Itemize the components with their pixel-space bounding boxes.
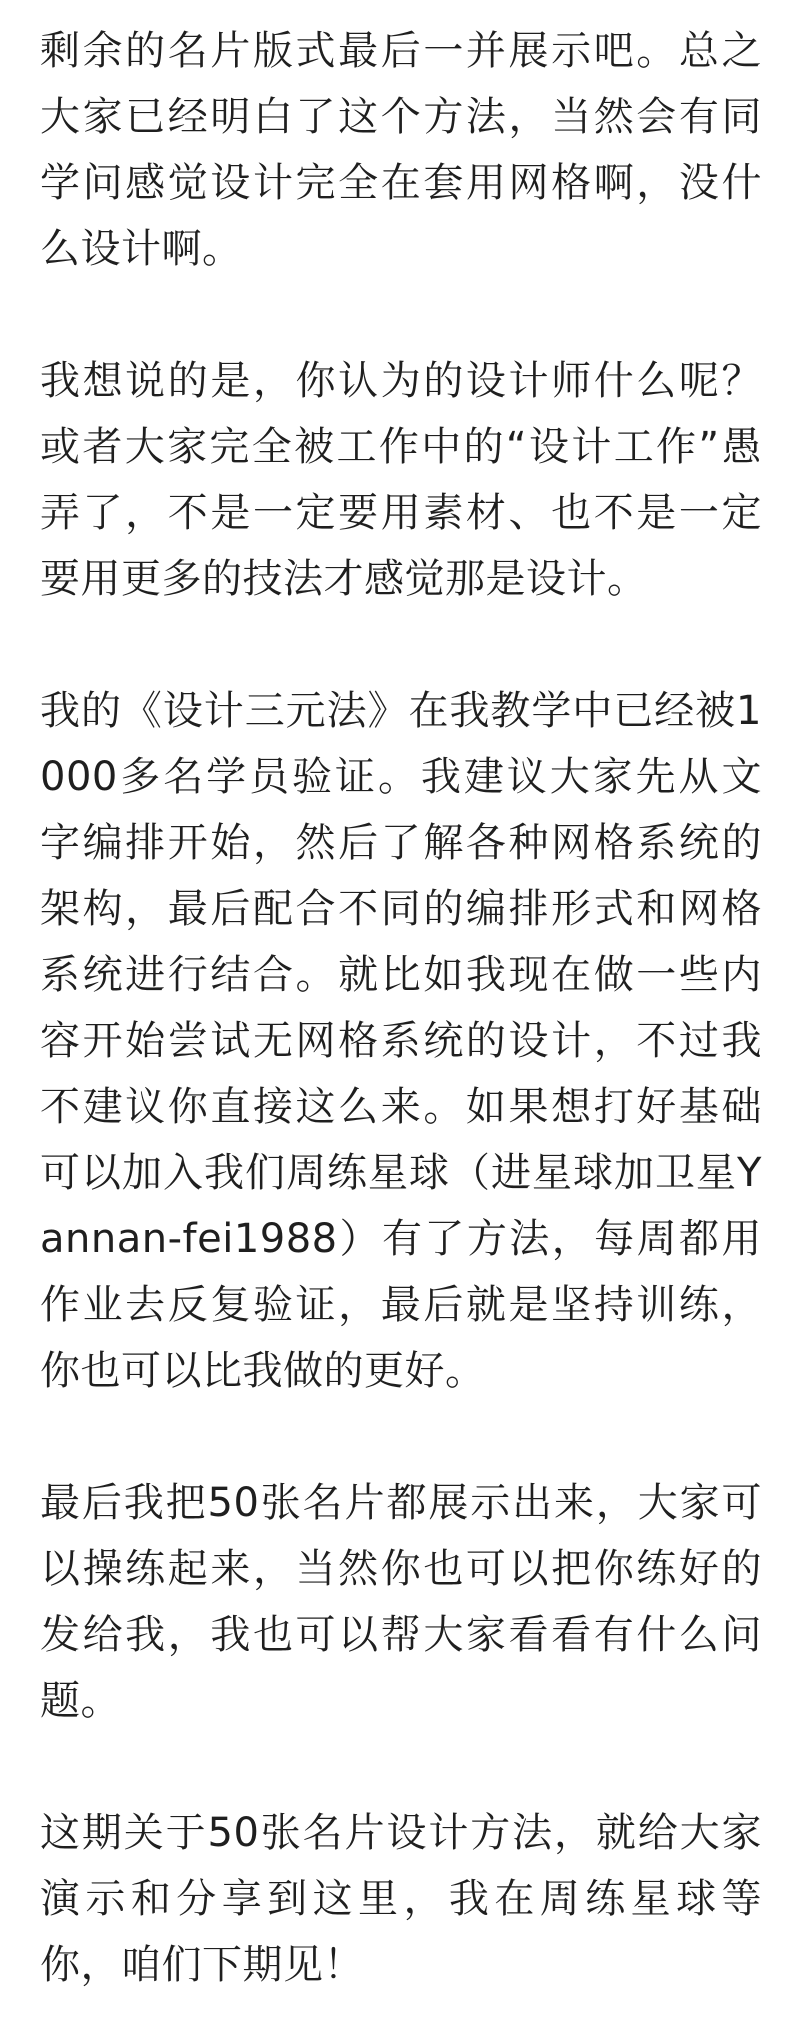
paragraph-closing: 这期关于50张名片设计方法，就给大家演示和分享到这里，我在周练星球等你，咱们下期见！: [40, 1810, 762, 1988]
article-body: [40, 18, 762, 1998]
paragraph-design-opinion: 我想说的是，你认为的设计师什么呢？或者大家完全被工作中的“设计工作”愚弄了，不是一定要用素材、也不是一定要用更多的技法才感觉那是设计。: [40, 358, 762, 602]
paragraph-showcase: 最后我把50张名片都展示出来，大家可以操练起来，当然你也可以把你练好的发给我，我也可以帮大家看看有什么问题。: [40, 1480, 762, 1724]
paragraph-method: 我的《设计三元法》在我教学中已经被1000多名学员验证。我建议大家先从文字编排开始，然后了解各种网格系统的架构，最后配合不同的编排形式和网格系统进行结合。就比如我现在做一些内容开始尝试无网格系统的设计，不过我不建议你直接这么来。如果想打好基础可以加入我们周练星球（进星球加卫星Yannan-fei1988）有了方法，每周都用作业去反复验证，最后就是坚持训练，你也可以比我做的更好。: [40, 688, 762, 1394]
paragraph-intro: 剩余的名片版式最后一并展示吧。总之大家已经明白了这个方法，当然会有同学问感觉设计完全在套用网格啊，没什么设计啊。: [40, 28, 762, 272]
